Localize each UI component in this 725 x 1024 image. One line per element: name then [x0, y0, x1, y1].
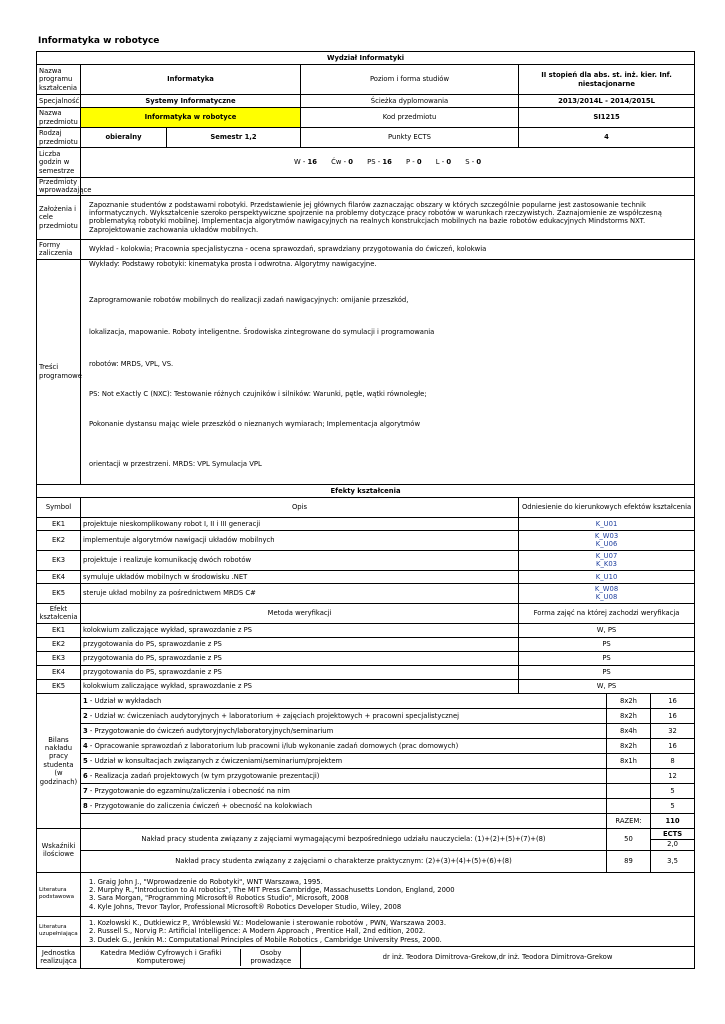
program-label: Nazwa programu kształcenia — [37, 65, 81, 95]
path-label: Ścieżka dyplomowania — [301, 95, 519, 108]
verif-form: PS — [519, 665, 695, 679]
lit-basic-item: 2. Murphy R.,"Introduction to AI robotics", The MIT Press Cambridge, Massachusetts London, England, 2000 — [89, 885, 455, 894]
outcome-row — [37, 517, 695, 530]
path-value: 2013/2014L - 2014/2015L — [519, 95, 695, 108]
verif-col-form: Forma zajęć na której zachodzi weryfikacja — [519, 603, 695, 623]
content-line: Zaprogramowanie robotów mobilnych do realizacji zadań nawigacyjnych: omijanie przeszkód, — [89, 295, 409, 304]
page-title: Informatyka w robotyce — [38, 36, 160, 46]
workload-item: 5 - Udział w konsultacjach związanych z ćwiczeniami/seminarium/projektem — [81, 753, 607, 768]
lit-extra-item: 1. Kozłowski K., Dutkiewicz P., Wróblewski W.: Modelowanie i sterowanie robotów , PWN, Warszawa 2003. — [89, 918, 447, 927]
lit-extra-item: 3. Dudek G., Jenkin M.: Computational Principles of Mobile Robotics , Cambridge University Press, 2000. — [89, 935, 442, 944]
verif-method: kolokwium zaliczające wykład, sprawozdanie z PS — [81, 623, 519, 637]
verif-row — [37, 623, 695, 637]
outcome-desc: symuluje układów mobilnych w środowisku .NET — [81, 570, 519, 583]
verif-symbol: EK5 — [37, 679, 81, 693]
type-kind: obieralny — [81, 128, 167, 148]
outcomes-col-desc: Opis — [81, 497, 519, 517]
workload-row — [37, 693, 695, 708]
workload-value: 32 — [651, 723, 695, 738]
type-label: Rodzaj przedmiotu — [37, 128, 81, 148]
prereq-value — [81, 178, 695, 196]
program-value: Informatyka — [81, 65, 301, 95]
workload-row — [37, 708, 695, 723]
level-value: II stopień dla abs. st. inż. kier. Inf. niestacjonarne — [519, 65, 695, 95]
workload-item: 8 - Przygotowanie do zaliczenia ćwiczeń + obecność na kolokwiach — [81, 798, 607, 813]
verif-symbol: EK1 — [37, 623, 81, 637]
indicator-2-hours: 89 — [607, 850, 651, 872]
workload-value: 5 — [651, 798, 695, 813]
hours-cw: Ćw - 0 — [331, 158, 353, 167]
ects-value: 4 — [519, 128, 695, 148]
unit-label: Jednostka realizująca — [37, 946, 81, 968]
code-value: SI1215 — [519, 108, 695, 128]
outcome-row — [37, 530, 695, 550]
outcome-ref: K_W03 K_U06 — [519, 530, 695, 550]
hours-w: W - 16 — [294, 158, 317, 167]
outcome-row — [37, 583, 695, 603]
outcomes-col-ref: Odniesienie do kierunkowych efektów kształcenia — [519, 497, 695, 517]
outcome-symbol: EK5 — [37, 583, 81, 603]
faculty-header: Wydział Informatyki — [37, 52, 695, 65]
workload-hours — [607, 798, 651, 813]
verif-method: przygotowania do PS, sprawozdanie z PS — [81, 665, 519, 679]
lit-basic-list — [81, 872, 695, 916]
code-label: Kod przedmiotu — [301, 108, 519, 128]
hours-breakdown — [81, 148, 695, 178]
workload-item: 4 - Opracowanie sprawozdań z laboratorium lub pracowni i/lub wykonanie zadań domowych (prac domowych) — [81, 738, 607, 753]
hours-ps: PS - 16 — [367, 158, 392, 167]
verif-method: przygotowania do PS, sprawozdanie z PS — [81, 637, 519, 651]
content-line: Wykłady: Podstawy robotyki: kinematyka prosta i odwrotna. Algorytmy nawigacyjne. — [89, 259, 377, 268]
workload-hours: 8x2h — [607, 708, 651, 723]
workload-row — [37, 753, 695, 768]
indicator-1-ects: 2,0 — [651, 839, 694, 848]
lit-extra-list — [81, 916, 695, 946]
indicator-1-ects-cell — [651, 828, 695, 850]
verif-form: W, PS — [519, 679, 695, 693]
workload-item: 3 - Przygotowanie do ćwiczeń audytoryjnych/laboratoryjnych/seminarium — [81, 723, 607, 738]
outcomes-col-symbol: Symbol — [37, 497, 81, 517]
verif-symbol: EK4 — [37, 665, 81, 679]
hours-p: P - 0 — [405, 158, 422, 167]
hours-label: Liczba godzin w semestrze — [37, 148, 81, 178]
lit-extra-label: Literatura uzupełniająca — [37, 916, 81, 946]
indicator-1-hours: 50 — [607, 828, 651, 850]
type-semester: Semestr 1,2 — [167, 128, 301, 148]
outcome-ref: K_U10 — [519, 570, 695, 583]
content-line: PS: Not eXactly C (NXC): Testowanie różnych czujników i silników: Warunki, pętle, wątki równoległe; — [89, 389, 427, 398]
content-line: lokalizacja, mapowanie. Roboty inteligentne. Środowiska zintegrowane do symulacji i programowania — [89, 327, 435, 336]
workload-value: 16 — [651, 708, 695, 723]
course-value: Informatyka w robotyce — [81, 108, 301, 128]
workload-total-value: 110 — [651, 813, 695, 828]
level-label: Poziom i forma studiów — [301, 65, 519, 95]
workload-total-spacer — [81, 813, 607, 828]
content-value — [81, 259, 695, 484]
lit-basic-item: 3. Sara Morgan, "Programming Microsoft® Robotics Studio", Microsoft, 2008 — [89, 894, 349, 903]
outcome-ref: K_W08 K_U08 — [519, 583, 695, 603]
outcome-desc: steruje układ mobilny za pośrednictwem MRDS C# — [81, 583, 519, 603]
lit-basic-item: 4. Kyle Johns, Trevor Taylor, Professional Microsoft® Robotics Developer Studio, Wiley, 2008 — [89, 902, 402, 911]
outcome-symbol: EK3 — [37, 550, 81, 570]
verif-row — [37, 651, 695, 665]
indicator-2-text: Nakład pracy studenta związany z zajęciami o charakterze praktycznym: (2)+(3)+(4)+(5)+(6)+(8) — [81, 850, 607, 872]
indicator-1-text: Nakład pracy studenta związany z zajęciami wymagającymi bezpośredniego udziału nauczyciela: (1)+(2)+(5)+(7)+(8) — [81, 828, 607, 850]
verif-col-method: Metoda weryfikacji — [81, 603, 519, 623]
verif-row — [37, 637, 695, 651]
content-line: Pokonanie dystansu mając wiele przeszkód o nieznanych wymiarach; Implementacja algorytmów — [89, 419, 421, 428]
workload-hours: 8x1h — [607, 753, 651, 768]
workload-hours — [607, 783, 651, 798]
workload-value: 16 — [651, 738, 695, 753]
outcome-ref: K_U01 — [519, 517, 695, 530]
verif-form: PS — [519, 637, 695, 651]
workload-row — [37, 783, 695, 798]
verif-symbol: EK3 — [37, 651, 81, 665]
workload-label: Bilans nakładu pracy studenta (w godzinach) — [37, 693, 81, 828]
workload-item: 2 - Udział w: ćwiczeniach audytoryjnych + laboratorium + zajęciach projektowych + pracowni specjalistycznej — [81, 708, 607, 723]
indicator-2-ects: 3,5 — [651, 850, 695, 872]
workload-row — [37, 798, 695, 813]
content-label: Treści programowe — [37, 259, 81, 484]
outcome-desc: implementuje algorytmów nawigacji układów mobilnych — [81, 530, 519, 550]
hours-l: L - 0 — [435, 158, 452, 167]
workload-total-row — [37, 813, 695, 828]
workload-row — [37, 768, 695, 783]
content-line: orientacji w przestrzeni. MRDS: VPL Symulacja VPL — [89, 459, 262, 468]
workload-value: 16 — [651, 693, 695, 708]
content-line: robotów: MRDS, VPL, VS. — [89, 359, 174, 368]
workload-value: 12 — [651, 768, 695, 783]
workload-hours: 8x2h — [607, 693, 651, 708]
outcome-symbol: EK2 — [37, 530, 81, 550]
verif-row — [37, 665, 695, 679]
outcome-desc: projektuje nieskomplikowany robot I, II i III generacji — [81, 517, 519, 530]
outcome-row — [37, 570, 695, 583]
specialty-value: Systemy Informatyczne — [81, 95, 301, 108]
workload-row — [37, 723, 695, 738]
outcome-row — [37, 550, 695, 570]
lit-basic-label: Literatura podstawowa — [37, 872, 81, 916]
verif-form: PS — [519, 651, 695, 665]
verif-symbol: EK2 — [37, 637, 81, 651]
verif-form: W, PS — [519, 623, 695, 637]
outcome-ref: K_U07 K_K03 — [519, 550, 695, 570]
ects-label: Punkty ECTS — [301, 128, 519, 148]
unit-value: Katedra Mediów Cyfrowych i Grafiki Komputerowej — [100, 948, 222, 966]
workload-item: 1 - Udział w wykładach — [81, 693, 607, 708]
outcomes-header: Efekty kształcenia — [37, 484, 695, 497]
lit-extra-item: 2. Russell S., Norvig P.: Artificial Intelligence: A Modern Approach , Prentice Hall, 2nd edition, 2002. — [89, 927, 426, 936]
lit-basic-item: 1. Graig John J., "Wprowadzenie do Robotyki", WNT Warszawa, 1995. — [89, 877, 323, 886]
workload-hours: 8x2h — [607, 738, 651, 753]
indicators-label: Wskaźniki ilościowe — [37, 828, 81, 872]
ects-header: ECTS — [662, 830, 683, 839]
people-value: dr inż. Teodora Dimitrova-Grekow,dr inż. Teodora Dimitrova-Grekow — [301, 946, 695, 968]
syllabus-table — [36, 51, 695, 969]
specialty-label: Specjalność — [37, 95, 81, 108]
unit-cell — [81, 946, 301, 968]
workload-hours — [607, 768, 651, 783]
verif-row — [37, 679, 695, 693]
workload-total-label: RAZEM: — [607, 813, 651, 828]
people-label: Osoby prowadzące — [241, 949, 300, 966]
outcome-symbol: EK1 — [37, 517, 81, 530]
forms-value: Wykład - kolokwia; Pracownia specjalistyczna - ocena sprawozdań, sprawdziany przygotowania do ćwiczeń, kolokwia — [81, 239, 695, 259]
workload-item: 7 - Przygotowanie do egzaminu/zaliczenia i obecność na nim — [81, 783, 607, 798]
goals-value: Zapoznanie studentów z podstawami robotyki. Przedstawienie jej głównych filarów zaznaczając obszary w których szczególnie popularne jest zastosowanie technik informatycznych. Wykształcenie szeroko perspektywiczne spojrzenie na problemy dotyczące pracy robotów w warunkach rzeczywistych. Zaznajomienie ze współczesną problematyką robotyki mobilnej. Implementacja algorytmów nawigacyjnych na realnych konstrukcjach mobilnych na bazie robotów edukacyjnych Mindstorms NXT. Zaprojektowanie zachowania układów mobilnych. — [81, 195, 695, 239]
workload-value: 5 — [651, 783, 695, 798]
hours-s: S - 0 — [465, 158, 482, 167]
workload-hours: 8x4h — [607, 723, 651, 738]
prereq-label: Przedmioty wprowadzające — [37, 178, 81, 196]
outcome-symbol: EK4 — [37, 570, 81, 583]
verif-method: przygotowania do PS, sprawozdanie z PS — [81, 651, 519, 665]
forms-label: Formy zaliczenia — [37, 239, 81, 259]
course-label: Nazwa przedmiotu — [37, 108, 81, 128]
goals-label: Założenia i cele przedmiotu — [37, 195, 81, 239]
workload-row — [37, 738, 695, 753]
workload-value: 8 — [651, 753, 695, 768]
verif-col-effect: Efekt kształcenia — [37, 603, 81, 623]
outcome-desc: projektuje i realizuje komunikację dwóch robotów — [81, 550, 519, 570]
verif-method: kolokwium zaliczające wykład, sprawozdanie z PS — [81, 679, 519, 693]
workload-item: 6 - Realizacja zadań projektowych (w tym przygotowanie prezentacji) — [81, 768, 607, 783]
